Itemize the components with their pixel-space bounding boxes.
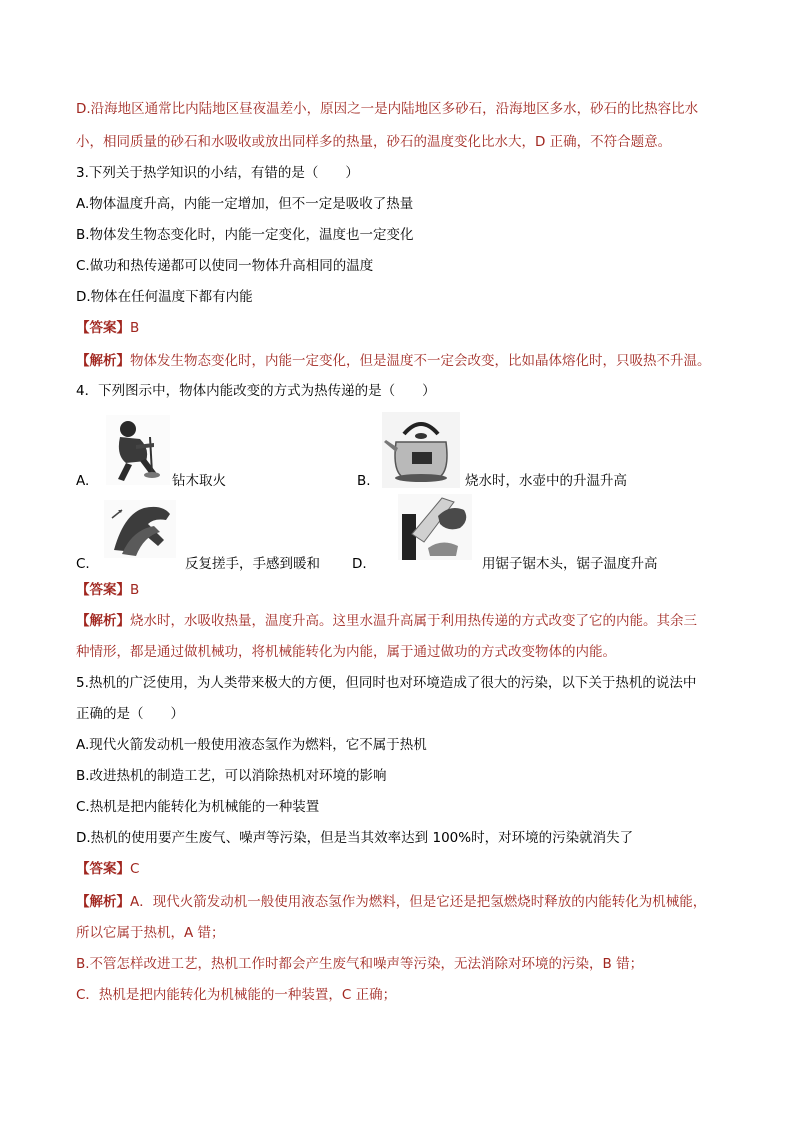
q4-stem: 4．下列图示中，物体内能改变的方式为热传递的是（ ） (76, 383, 436, 399)
q4-option-b-letter: B. (357, 473, 371, 489)
analysis-tag: 【解析】 (76, 613, 130, 629)
q4-option-c-letter: C. (76, 556, 90, 572)
q3-analysis (76, 352, 711, 370)
q2-option-d-analysis-line1: D.沿海地区通常比内陆地区昼夜温差小，原因之一是内陆地区多砂石，沿海地区多水，砂石的比热容比水 (76, 101, 699, 117)
q5-stem-line1: 5.热机的广泛使用，为人类带来极大的方便，但同时也对环境造成了很大的污染，以下关于热机的说法中 (76, 675, 697, 691)
q4-option-d-caption: 用锯子锯木头，锯子温度升高 (482, 556, 658, 572)
q5-stem-line2: 正确的是（ ） (76, 706, 184, 722)
sawing-wood-icon (398, 494, 472, 560)
q4-analysis-line1 (76, 612, 697, 630)
answer-tag: 【答案】 (76, 320, 130, 336)
q4-option-a-letter: A. (76, 473, 90, 489)
q5-answer (76, 860, 139, 878)
q5-option-a: A.现代火箭发动机一般使用液态氢作为燃料，它不属于热机 (76, 737, 427, 753)
q5-analysis-line4: C．热机是把内能转化为机械能的一种装置，C 正确； (76, 987, 397, 1003)
q4-analysis-line2: 种情形，都是通过做机械功，将机械能转化为内能，属于通过做功的方式改变物体的内能。 (76, 644, 616, 660)
analysis-text: 物体发生物态变化时，内能一定变化，但是温度不一定会改变，比如晶体熔化时，只吸热不升温。 (130, 353, 711, 369)
q5-option-b: B.改进热机的制造工艺，可以消除热机对环境的影响 (76, 768, 387, 784)
analysis-text: 烧水时，水吸收热量，温度升高。这里水温升高属于利用热传递的方式改变了它的内能。其余三 (130, 613, 697, 629)
kettle-icon (382, 412, 460, 488)
q4-option-c-caption: 反复搓手，手感到暖和 (185, 556, 320, 572)
analysis-text: A．现代火箭发动机一般使用液态氢作为燃料，但是它还是把氢燃烧时释放的内能转化为机械能， (130, 894, 707, 910)
q4-answer (76, 581, 139, 599)
answer-value: C (130, 861, 140, 877)
q3-option-a: A.物体温度升高，内能一定增加，但不一定是吸收了热量 (76, 196, 414, 212)
analysis-tag: 【解析】 (76, 353, 130, 369)
answer-tag: 【答案】 (76, 582, 130, 598)
q5-analysis-line3: B.不管怎样改进工艺，热机工作时都会产生废气和噪声等污染，无法消除对环境的污染，B 错； (76, 956, 644, 972)
q3-option-d: D.物体在任何温度下都有内能 (76, 289, 253, 305)
fire-drilling-icon (106, 415, 170, 485)
q3-answer (76, 319, 139, 337)
analysis-tag: 【解析】 (76, 894, 130, 910)
q5-analysis-line1 (76, 893, 706, 911)
answer-value: B (130, 320, 140, 336)
q4-option-a-caption: 钻木取火 (172, 473, 226, 489)
q5-analysis-line2: 所以它属于热机，A 错； (76, 925, 225, 941)
q3-stem: 3.下列关于热学知识的小结，有错的是（ ） (76, 165, 359, 181)
rubbing-hands-icon (104, 500, 176, 558)
q4-option-b-caption: 烧水时，水壶中的升温升高 (465, 473, 627, 489)
q5-option-d: D.热机的使用要产生废气、噪声等污染，但是当其效率达到 100%时，对环境的污染就消失了 (76, 830, 634, 846)
q4-option-d-letter: D. (352, 556, 367, 572)
answer-value: B (130, 582, 140, 598)
answer-tag: 【答案】 (76, 861, 130, 877)
q2-option-d-analysis-line2: 小，相同质量的砂石和水吸收或放出同样多的热量，砂石的温度变化比水大，D 正确，不符合题意。 (76, 134, 672, 150)
q3-option-b: B.物体发生物态变化时，内能一定变化，温度也一定变化 (76, 227, 414, 243)
q3-option-c: C.做功和热传递都可以使同一物体升高相同的温度 (76, 258, 374, 274)
q5-option-c: C.热机是把内能转化为机械能的一种装置 (76, 799, 320, 815)
